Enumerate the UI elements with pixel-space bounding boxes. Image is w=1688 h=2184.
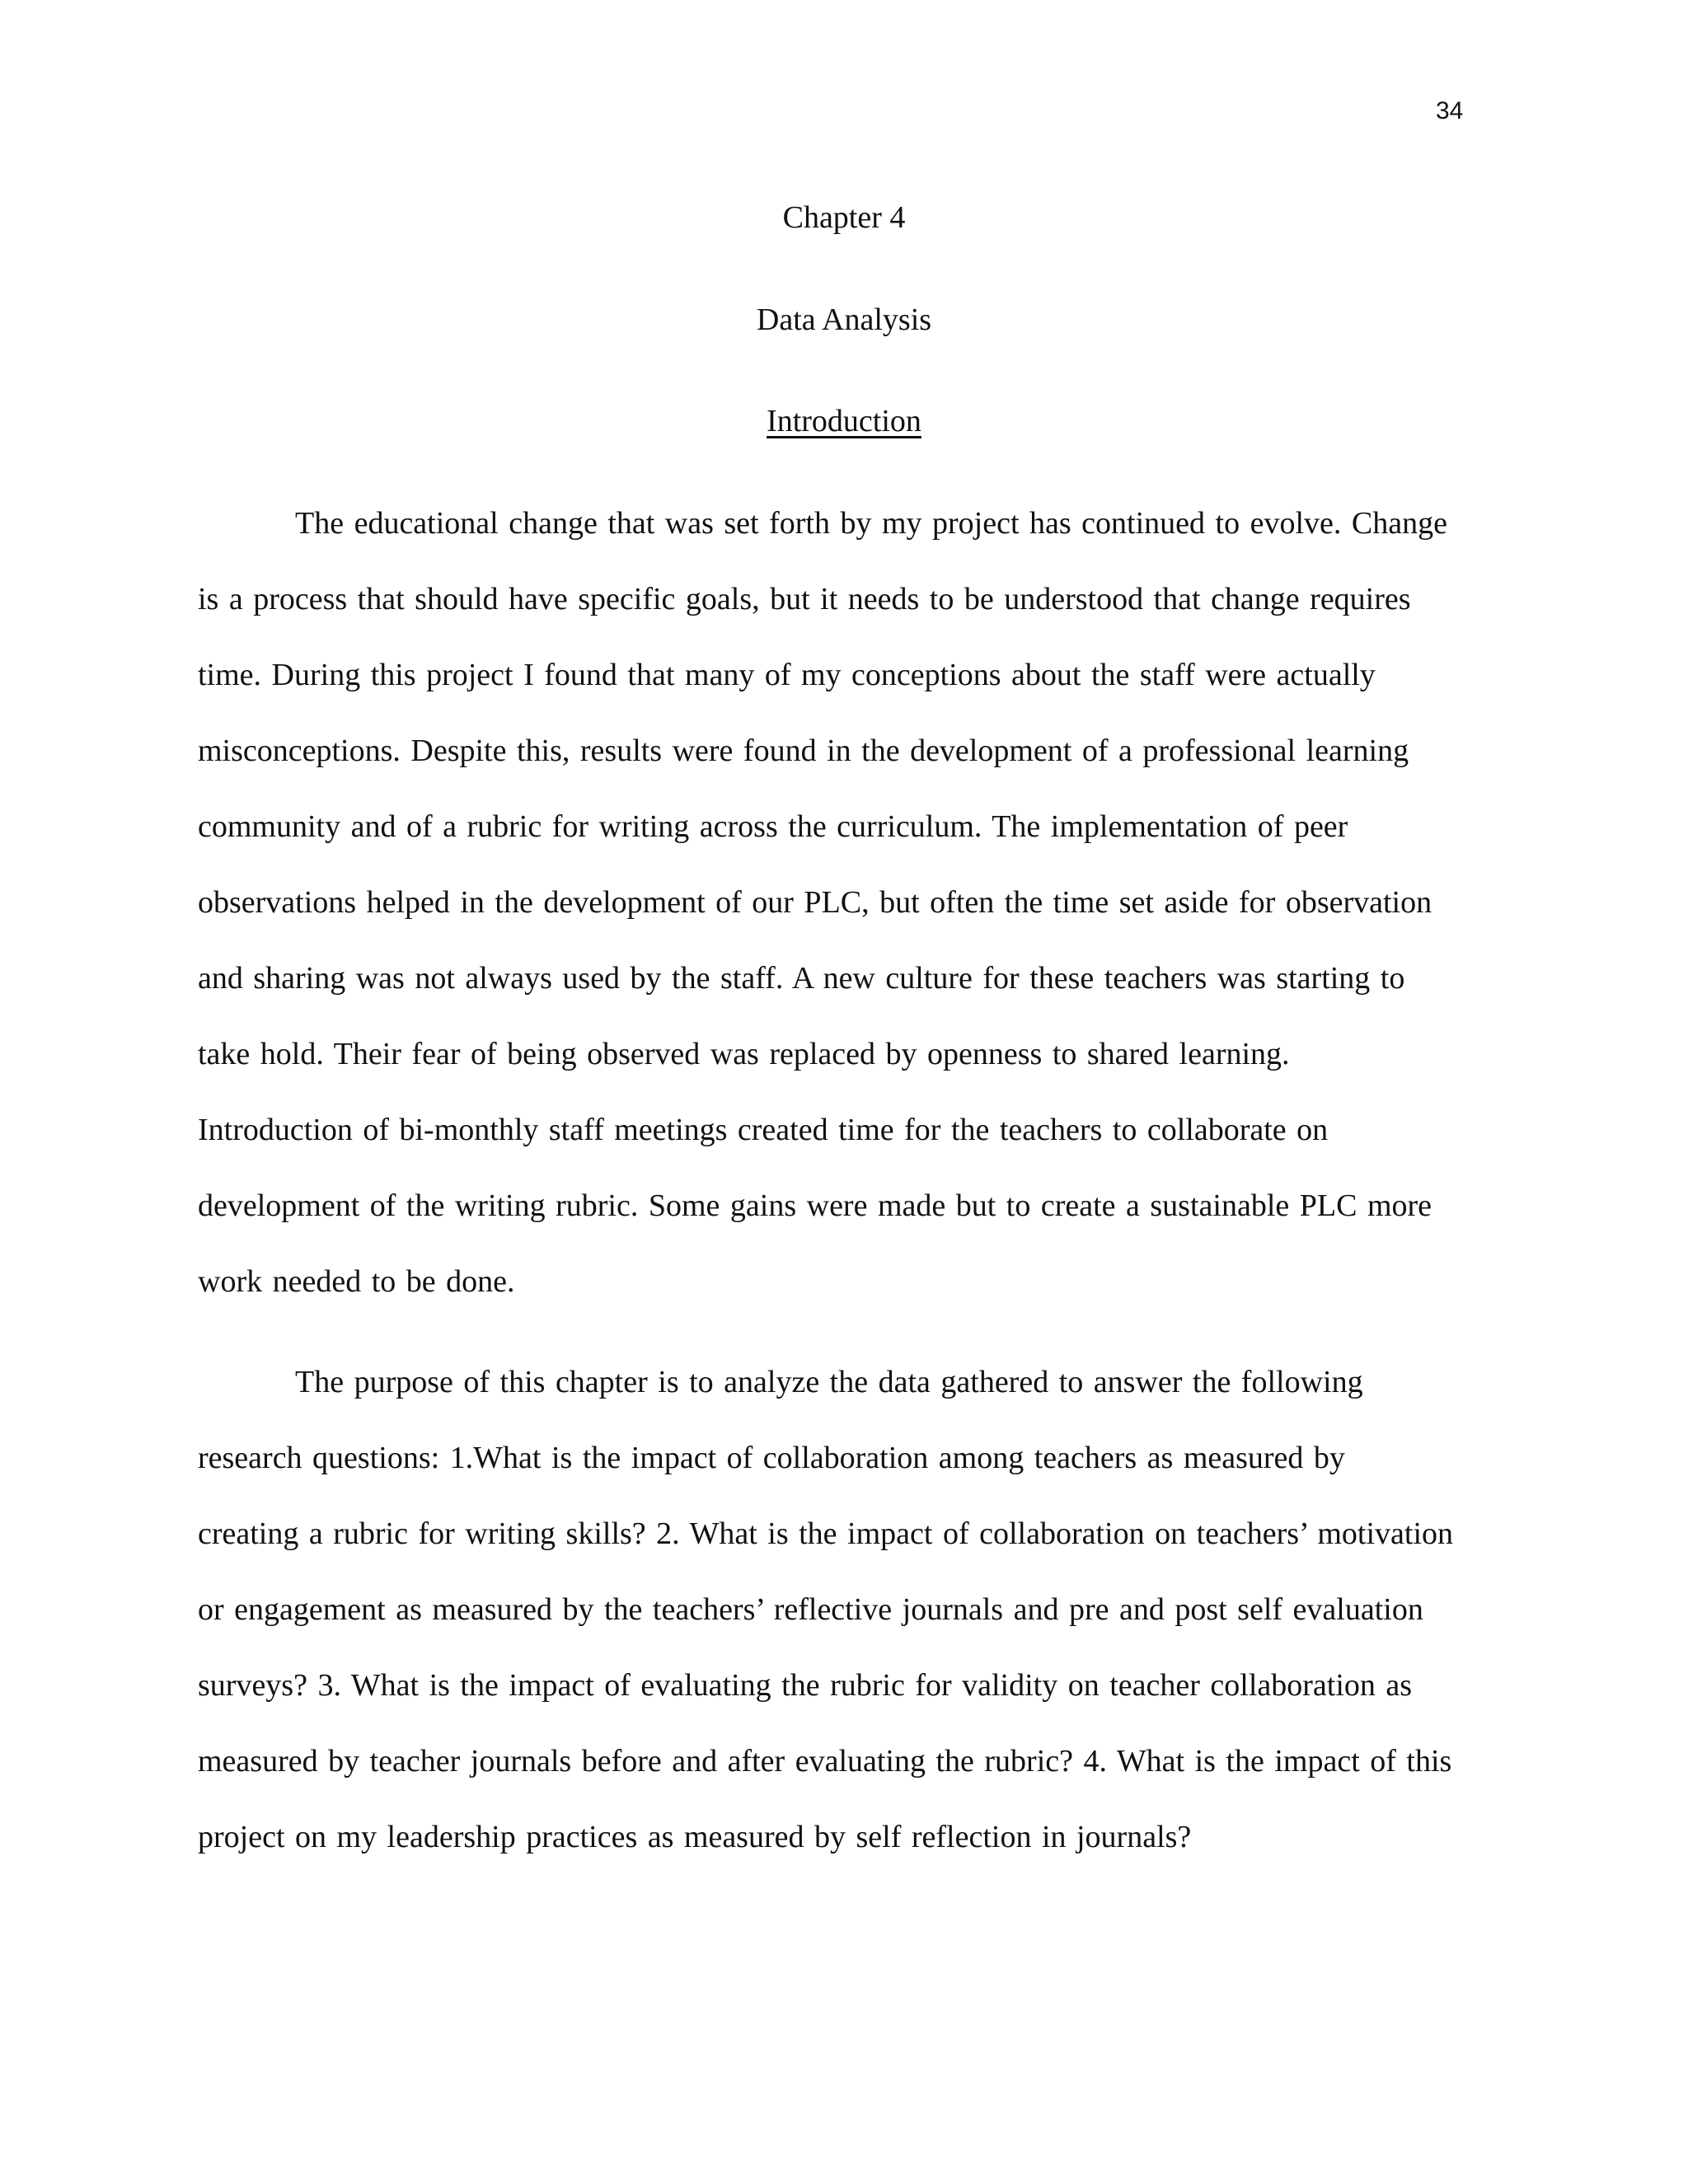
page-number: 34 bbox=[1436, 97, 1464, 124]
paragraph-line: creating a rubric for writing skills? 2. What is the impact of collaboration on teachers’ motivation bbox=[198, 1516, 1454, 1551]
paragraph-line: research questions: 1.What is the impact of collaboration among teachers as measured by bbox=[198, 1441, 1345, 1475]
paragraph-line: work needed to be done. bbox=[198, 1264, 515, 1299]
paragraph-line: measured by teacher journals before and after evaluating the rubric? 4. What is the impact of this bbox=[198, 1744, 1452, 1779]
section-heading bbox=[0, 401, 1688, 441]
section-heading-text: Introduction bbox=[767, 404, 921, 438]
paragraph-line: The educational change that was set forth by my project has continued to evolve. Change bbox=[295, 506, 1447, 541]
paragraph-line: time. During this project I found that many of my conceptions about the staff were actually bbox=[198, 658, 1376, 692]
paragraph-line: development of the writing rubric. Some gains were made but to create a sustainable PLC more bbox=[198, 1188, 1432, 1223]
paragraph-line: observations helped in the development of our PLC, but often the time set aside for observation bbox=[198, 885, 1432, 920]
paragraph-line: Introduction of bi-monthly staff meetings created time for the teachers to collaborate on bbox=[198, 1113, 1329, 1147]
paragraph-line: or engagement as measured by the teachers’ reflective journals and pre and post self evaluation bbox=[198, 1592, 1423, 1627]
paragraph-line: and sharing was not always used by the staff. A new culture for these teachers was starting to bbox=[198, 961, 1405, 996]
paragraph-line: project on my leadership practices as measured by self reflection in journals? bbox=[198, 1820, 1192, 1854]
paragraph-line: The purpose of this chapter is to analyze the data gathered to answer the following bbox=[295, 1365, 1363, 1399]
page-title: Data Analysis bbox=[756, 302, 932, 337]
paragraph-line: is a process that should have specific goals, but it needs to be understood that change requires bbox=[198, 582, 1411, 616]
chapter-heading: Chapter 4 bbox=[782, 200, 906, 235]
paragraph-line: misconceptions. Despite this, results were found in the development of a professional learning bbox=[198, 733, 1409, 768]
paragraph-line: take hold. Their fear of being observed was replaced by openness to shared learning. bbox=[198, 1037, 1290, 1071]
paragraph-line: surveys? 3. What is the impact of evaluating the rubric for validity on teacher collaboration as bbox=[198, 1668, 1413, 1703]
paragraph-line: community and of a rubric for writing across the curriculum. The implementation of peer bbox=[198, 809, 1348, 844]
